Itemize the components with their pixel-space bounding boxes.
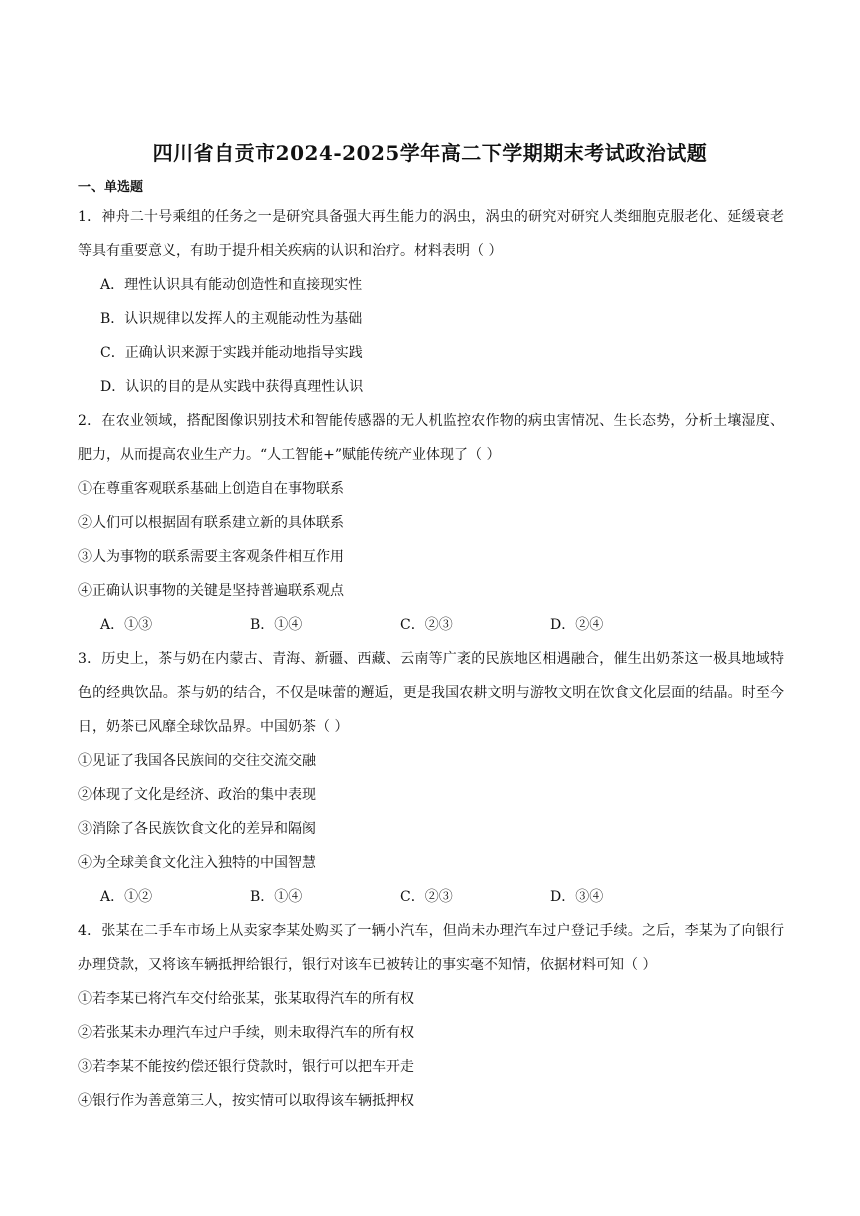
- question-list: [78, 200, 784, 1118]
- statement-4: ④为全球美食文化注入独特的中国智慧: [78, 855, 316, 871]
- question-stem: 4．张某在二手车市场上从卖家李某处购买了一辆小汽车，但尚未办理汽车过户登记手续。之后，李某为了向银行办理贷款，又将该车辆抵押给银行，银行对该车已被转让的事实毫不知情，依据材料可知（ ）: [78, 923, 784, 973]
- option-d: D．认识的目的是从实践中获得真理性认识: [100, 379, 364, 395]
- choice-d: D．②④: [550, 617, 604, 633]
- statement-4: ④银行作为善意第三人，按实情可以取得该车辆抵押权: [78, 1093, 414, 1109]
- choice-d: D．③④: [550, 889, 604, 905]
- choice-b: B．①④: [250, 889, 303, 905]
- option-c: C．正确认识来源于实践并能动地指导实践: [100, 345, 363, 361]
- statement-3: ③若李某不能按约偿还银行贷款时，银行可以把车开走: [78, 1059, 414, 1075]
- statement-1: ①若李某已将汽车交付给张某，张某取得汽车的所有权: [78, 991, 414, 1007]
- choice-a: A．①③: [100, 617, 153, 633]
- page-title: 四川省自贡市2024-2025学年高二下学期期末考试政治试题: [152, 141, 708, 165]
- statement-3: ③人为事物的联系需要主客观条件相互作用: [78, 549, 344, 565]
- statement-2: ②若张某未办理汽车过户手续，则未取得汽车的所有权: [78, 1025, 414, 1041]
- choice-b: B．①④: [250, 617, 303, 633]
- statement-4: ④正确认识事物的关键是坚持普遍联系观点: [78, 583, 344, 599]
- question-stem: 1．神舟二十号乘组的任务之一是研究具备强大再生能力的涡虫，涡虫的研究对研究人类细胞克服老化、延缓衰老等具有重要意义，有助于提升相关疾病的认识和治疗。材料表明（ ）: [78, 209, 784, 259]
- question-stem: 3．历史上，茶与奶在内蒙古、青海、新疆、西藏、云南等广袤的民族地区相遇融合，催生出奶茶这一极具地域特色的经典饮品。茶与奶的结合，不仅是味蕾的邂逅，更是我国农耕文明与游牧文明在饮食文化层面的结晶。时至今日，奶茶已风靡全球饮品界。中国奶茶（ ）: [78, 651, 784, 735]
- choice-c: C．②③: [400, 617, 453, 633]
- choice-row: [78, 880, 784, 914]
- question-stem: 2．在农业领域，搭配图像识别技术和智能传感器的无人机监控农作物的病虫害情况、生长态势，分析土壤湿度、肥力，从而提高农业生产力。“人工智能+”赋能传统产业体现了（ ）: [78, 413, 784, 463]
- question-2: [78, 404, 784, 642]
- choice-row: [78, 608, 784, 642]
- statement-3: ③消除了各民族饮食文化的差异和隔阂: [78, 821, 316, 837]
- choice-c: C．②③: [400, 889, 453, 905]
- statement-2: ②人们可以根据固有联系建立新的具体联系: [78, 515, 344, 531]
- question-4: [78, 914, 784, 1118]
- option-b: B．认识规律以发挥人的主观能动性为基础: [100, 311, 363, 327]
- section-heading: 一、单选题: [78, 180, 144, 195]
- choice-a: A．①②: [100, 889, 153, 905]
- option-a: A．理性认识具有能动创造性和直接现实性: [100, 277, 363, 293]
- statement-1: ①在尊重客观联系基础上创造自在事物联系: [78, 481, 344, 497]
- statement-1: ①见证了我国各民族间的交往交流交融: [78, 753, 316, 769]
- statement-2: ②体现了文化是经济、政治的集中表现: [78, 787, 316, 803]
- question-1: [78, 200, 784, 404]
- question-3: [78, 642, 784, 914]
